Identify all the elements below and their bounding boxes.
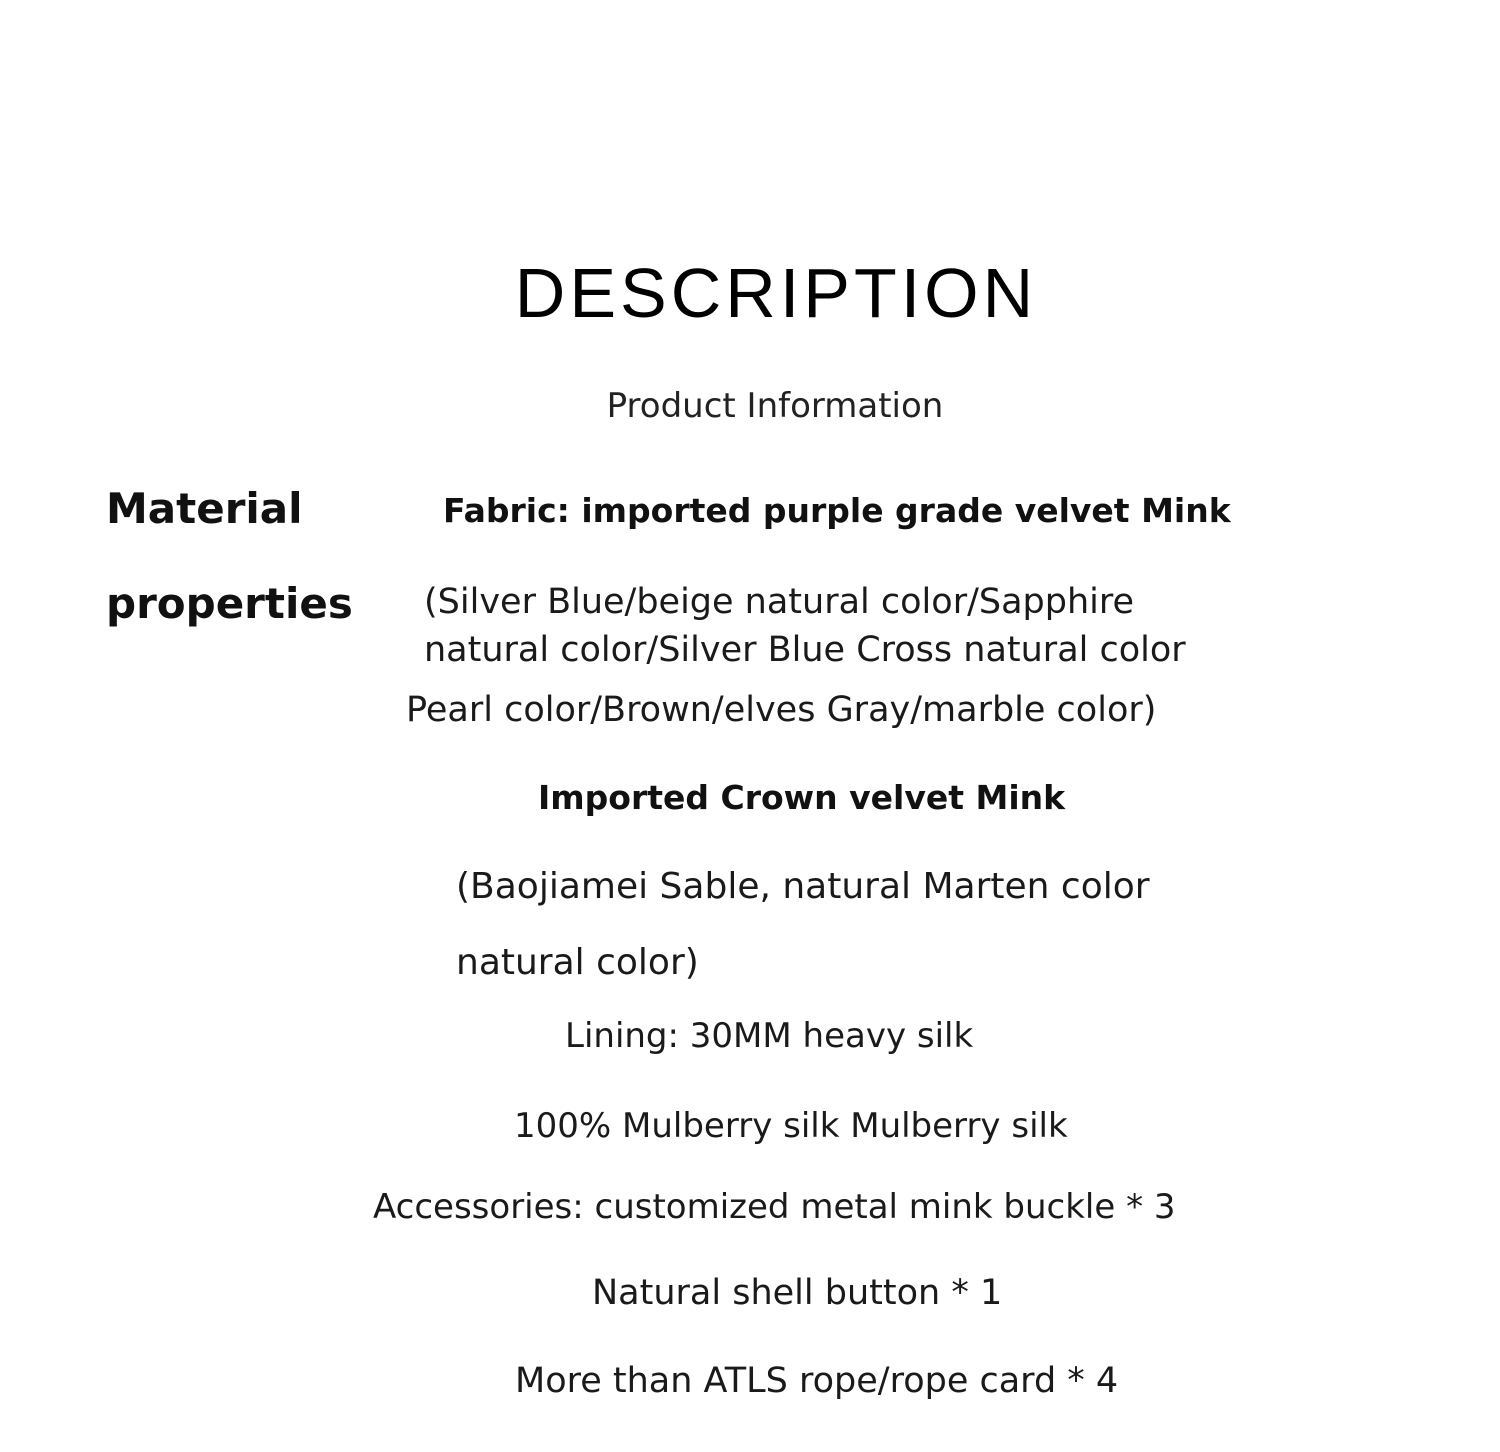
rope-line: More than ATLS rope/rope card * 4 [515,1361,1119,1401]
crown-colors-line-1: (Baojiamei Sable, natural Marten color [456,866,1150,907]
colors-line-3: Pearl color/Brown/elves Gray/marble color) [406,690,1157,730]
shell-button-line: Natural shell button * 1 [592,1273,1003,1313]
side-label-properties: properties [106,579,353,628]
lining-line: Lining: 30MM heavy silk [565,1016,974,1056]
silk-line: 100% Mulberry silk Mulberry silk [514,1106,1068,1146]
side-label-material: Material [106,484,303,533]
page-subtitle: Product Information [606,386,944,426]
accessories-line: Accessories: customized metal mink buckle * 3 [373,1187,1176,1227]
colors-line-1: (Silver Blue/beige natural color/Sapphire [424,582,1135,622]
colors-line-2: natural color/Silver Blue Cross natural color [424,630,1186,670]
crown-colors-line-2: natural color) [456,942,699,983]
page-title: DESCRIPTION [514,254,1038,332]
crown-line: Imported Crown velvet Mink [538,778,1066,817]
fabric-line: Fabric: imported purple grade velvet Mink [443,491,1231,530]
